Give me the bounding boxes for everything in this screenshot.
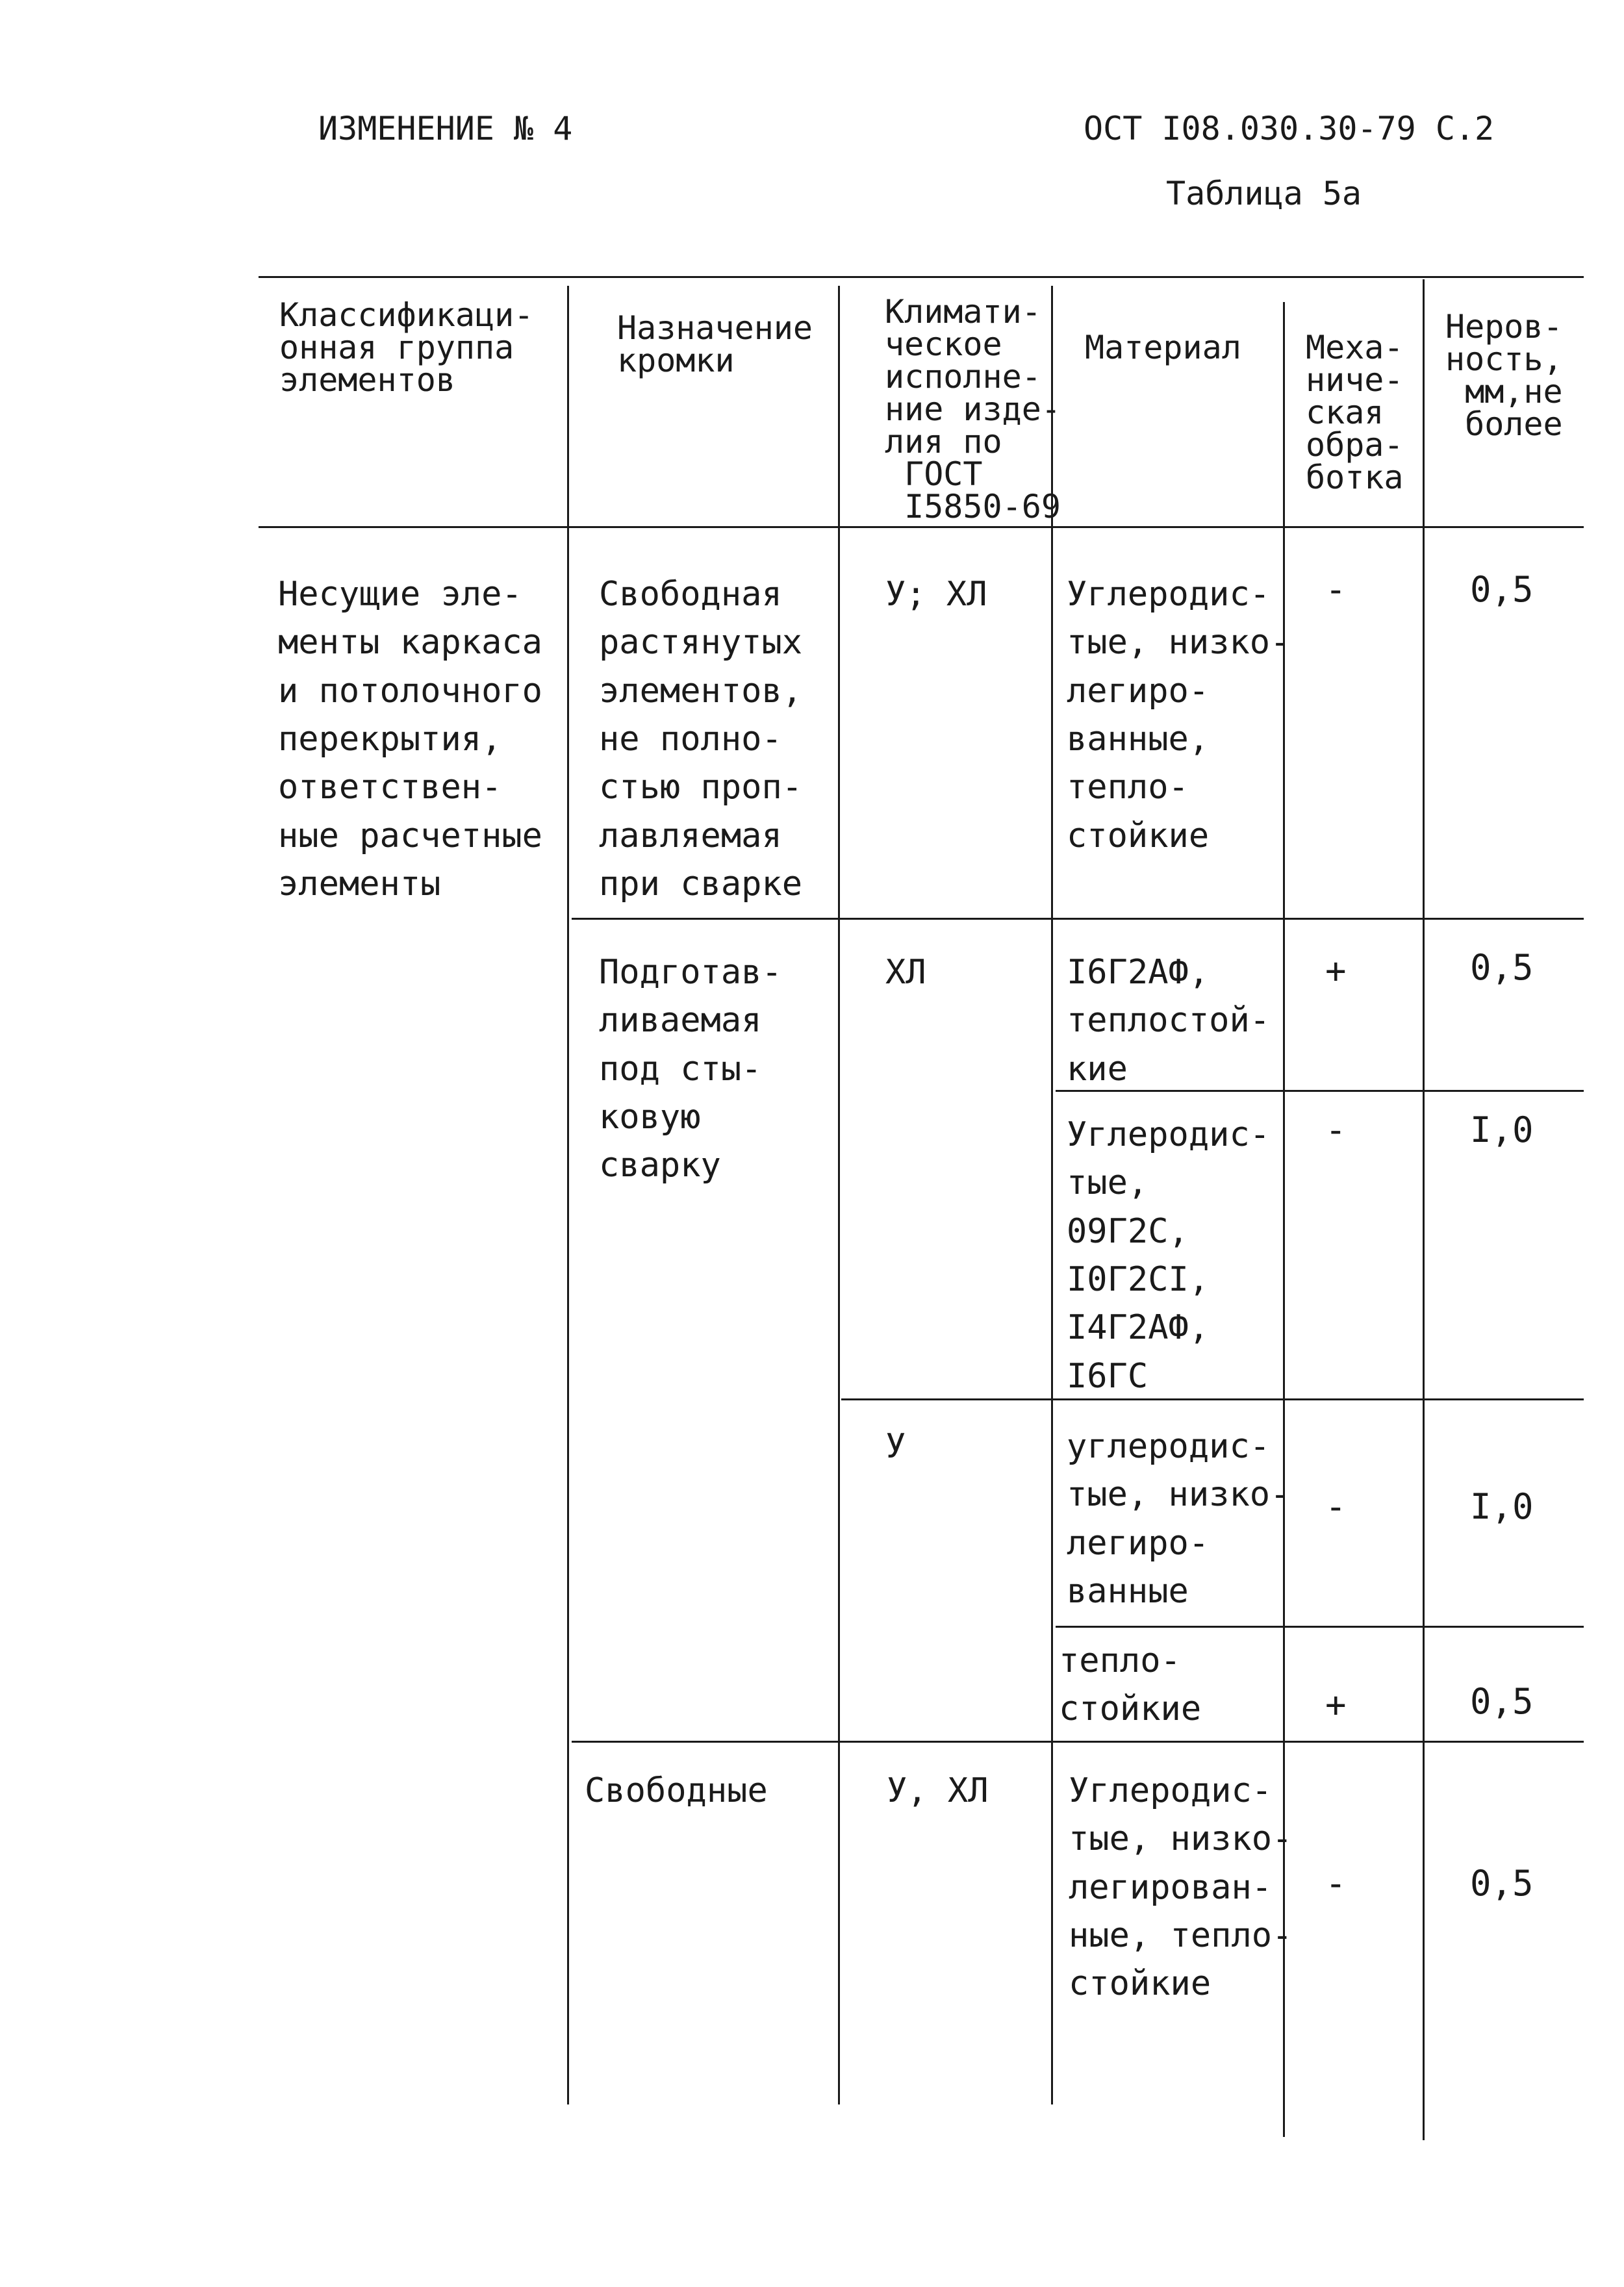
- material-cell: Углеродис- тые, низко- легирован- ные, тепло- стойкие: [1069, 1771, 1293, 2004]
- change-notice: ИЗМЕНЕНИЕ № 4: [318, 110, 573, 147]
- element-group-cell: Несущие эле- менты каркаса и потолочного перекрытия, ответствен- ные расчетные элементы: [278, 575, 542, 904]
- mech-cell: -: [1325, 1863, 1347, 1904]
- mech-cell: +: [1325, 1684, 1347, 1725]
- edge-purpose-cell: Подготав- ливаемая под сты- ковую сварку: [599, 953, 782, 1185]
- header-bottom-rule: [259, 526, 1584, 528]
- row-rule-1: [572, 918, 1584, 920]
- table-top-rule: [259, 276, 1584, 278]
- column-header-mech: Меха- ниче- ская обра- ботка: [1306, 329, 1404, 496]
- column-header-group: Классификаци- онная группа элементов: [279, 296, 534, 399]
- mech-cell: -: [1325, 1109, 1347, 1150]
- mech-cell: -: [1325, 569, 1347, 610]
- row-rule-3: [572, 1741, 1584, 1743]
- col-divider-3: [1051, 286, 1053, 2104]
- climate-cell: У; ХЛ: [885, 575, 987, 614]
- roughness-cell: 0,5: [1470, 1681, 1534, 1722]
- roughness-cell: 0,5: [1470, 947, 1534, 988]
- row-rule-3a: [1056, 1626, 1584, 1628]
- climate-cell: У: [885, 1427, 906, 1466]
- column-header-roughness: Неров- ность, мм,не более: [1445, 308, 1563, 443]
- col-divider-1: [567, 286, 569, 2104]
- col-divider-5: [1423, 279, 1425, 2140]
- standard-number: ОСТ I08.030.30-79 С.2: [1084, 110, 1495, 147]
- roughness-cell: 0,5: [1470, 1863, 1534, 1904]
- roughness-cell: 0,5: [1470, 569, 1534, 610]
- col-divider-2: [838, 286, 840, 2104]
- roughness-cell: I,0: [1470, 1109, 1534, 1150]
- climate-cell: У, ХЛ: [887, 1771, 989, 1810]
- mech-cell: +: [1325, 950, 1347, 991]
- mech-cell: -: [1325, 1486, 1347, 1527]
- column-header-edge: Назначение кромки: [617, 309, 813, 379]
- material-cell: I6Г2АФ, теплостой- кие: [1067, 953, 1271, 1089]
- edge-purpose-cell: Свободная растянутых элементов, не полно- стью проп- лавляемая при сварке: [599, 575, 803, 904]
- material-cell: углеродис- тые, низко- легиро- ванные: [1067, 1427, 1291, 1611]
- material-cell: Углеродис- тые, низко- легиро- ванные, тепло- стойкие: [1067, 575, 1291, 855]
- material-cell: Углеродис- тые, 09Г2С, I0Г2СI, I4Г2АФ, I6ГС: [1067, 1115, 1271, 1396]
- material-cell: тепло- стойкие: [1059, 1641, 1202, 1729]
- column-header-material: Материал: [1085, 329, 1241, 366]
- edge-purpose-cell: Свободные: [585, 1771, 768, 1810]
- climate-cell: ХЛ: [885, 953, 926, 992]
- roughness-cell: I,0: [1470, 1486, 1534, 1527]
- column-header-climate: Климати- ческое исполне- ние изде- лия по ГОСТ I5850-69: [885, 293, 1061, 525]
- table-caption: Таблица 5а: [1166, 175, 1362, 212]
